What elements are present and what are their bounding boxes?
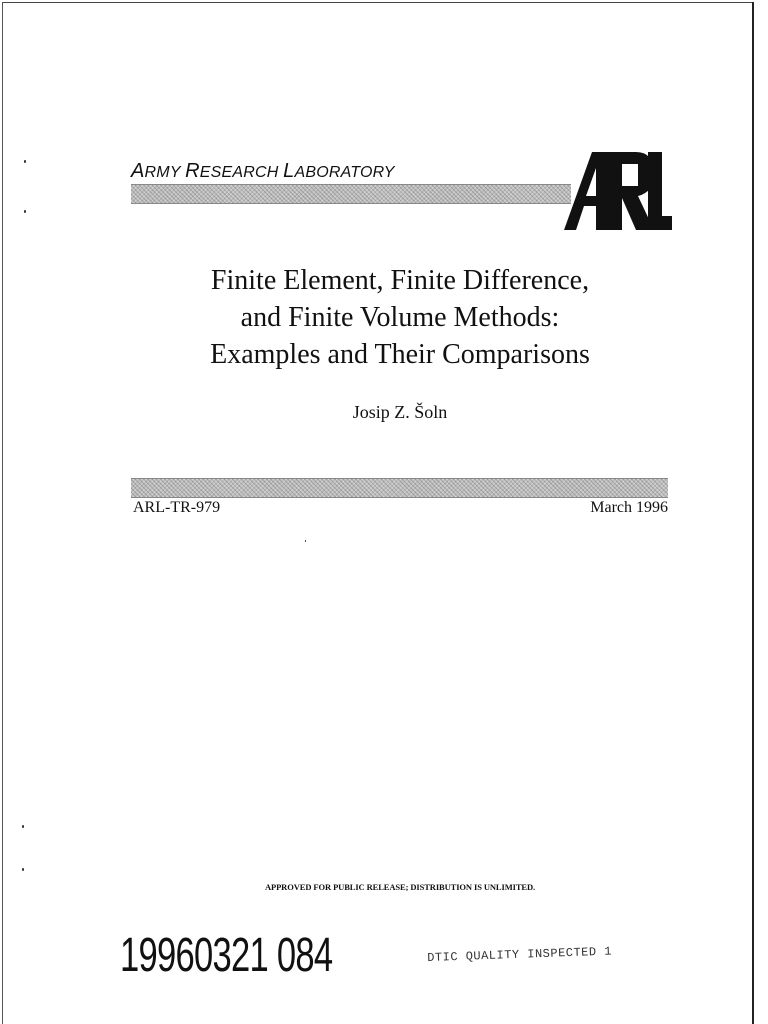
- header-divider-bar: [131, 184, 571, 204]
- report-number: ARL-TR-979: [133, 499, 221, 516]
- title-line: Finite Element, Finite Difference,: [210, 265, 590, 296]
- report-date: March 1996: [590, 499, 668, 516]
- quality-inspection-stamp: DTIC QUALITY INSPECTED 1: [427, 944, 613, 965]
- scan-border-top: [2, 2, 754, 3]
- distribution-statement: APPROVED FOR PUBLIC RELEASE; DISTRIBUTION IS UNLIMITED.: [264, 882, 536, 892]
- organization-name: ARMY RESEARCH LABORATORY: [131, 160, 395, 182]
- scan-border-left: [2, 2, 3, 1024]
- scan-border-right: [752, 2, 754, 1024]
- title-line: Examples and Their Comparisons: [210, 339, 590, 370]
- scan-speck: [22, 868, 24, 871]
- scan-speck: [305, 540, 306, 542]
- scan-speck: [24, 210, 26, 213]
- document-title: [120, 262, 680, 373]
- arl-logo-icon: [562, 150, 674, 232]
- title-line: and Finite Volume Methods:: [240, 302, 560, 333]
- scan-speck: [22, 825, 24, 828]
- accession-number: 19960321 084: [120, 929, 333, 982]
- author-name: Josip Z. Šoln: [352, 402, 448, 422]
- scan-speck: [24, 160, 26, 163]
- metadata-divider-bar: [131, 478, 668, 498]
